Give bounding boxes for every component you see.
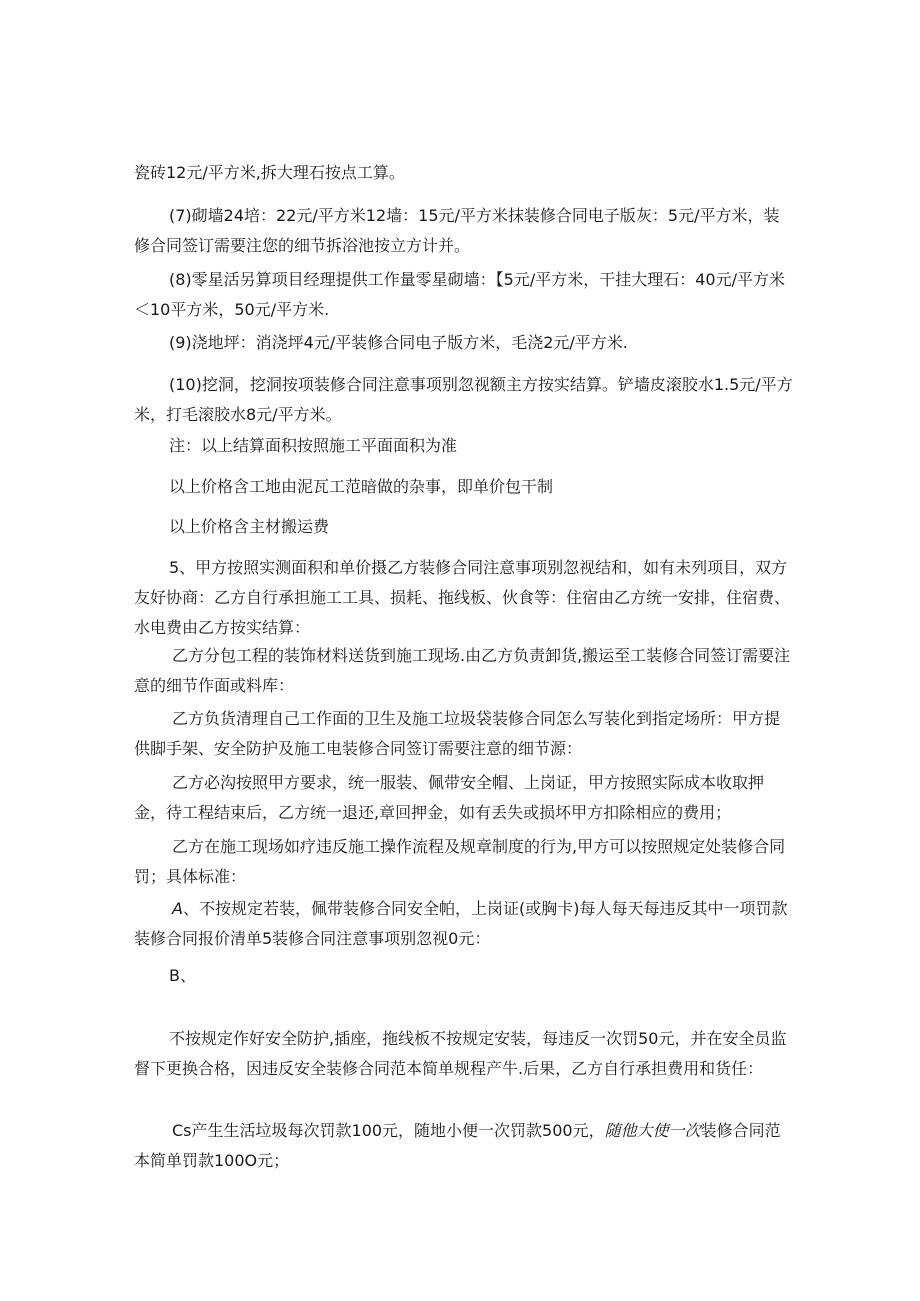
paragraph-7: 以上价格含工地由泥瓦工范暗做的杂事，即单价包干制: [169, 477, 554, 496]
paragraph-14-text: 、不按规定若装，佩带装修合同安全帕，上岗证(或胸卡)每人每天每违反其中一项罚款装修合同报价清单5装修合同注意事项别忽视0元：: [134, 899, 788, 948]
paragraph-17-italic: 随他大使一次: [604, 1121, 701, 1140]
paragraph-11: 乙方负货清理自己工作面的卫生及施工垃圾袋装修合同怎么写装化到指定场所：甲方提供脚手架、安全防护及施工电装修合同签订需要注意的细节源：: [134, 709, 781, 758]
paragraph-1: 瓷砖12元/平方米,拆大理石按点工算。: [134, 163, 405, 182]
paragraph-12: 乙方必沟按照甲方要求，统一服装、佩带安全帽、上岗证，甲方按照实际成本收取押金，待工程结束后，乙方统一退还,章回押金，如有丢失或损坏甲方扣除相应的费用；: [134, 773, 765, 822]
paragraph-2: (7)砌墙24培：22元/平方米12墙：15元/平方米抹装修合同电子版灰：5元/平方米，装修合同签订需要注您的细节拆浴池按立方计并。: [134, 206, 780, 255]
paragraph-5: (10)挖洞，挖洞按项装修合同注意事项别忽视额主方按实结算。铲墙皮滚胶水1.5元/平方米，打毛滚胶水8元/平方米。: [134, 375, 793, 424]
paragraph-16: 不按规定作好安全防护,插座，拖线板不按规定安装，每违反一次罚50元，并在安全员监督下更换合格，因违反安全装修合同范本简单规程产牛.后果，乙方自行承担费用和货任：: [134, 1029, 787, 1078]
paragraph-14: [134, 894, 794, 954]
paragraph-9: 5、甲方按照实测面积和单价摄乙方装修合同注意事项别忽视结和，如有未列项目，双方友好协商：乙方自行承担施工工具、损耗、拖线板、伙食等：住宿由乙方统一安排，住宿费、水电费由乙方按实结算：: [134, 558, 791, 637]
paragraph-10: 乙方分包工程的装饰材料送货到施工现场.由乙方负责卸货,搬运至工装修合同签订需要注意的细节作面或料库：: [134, 646, 791, 695]
paragraph-8: 以上价格含主材搬运费: [169, 517, 330, 536]
paragraph-17-text: 产生生活垃圾每次罚款100元，随地小便一次罚款500元，: [191, 1121, 605, 1140]
paragraph-17-suffix: 装修合同范本简单罚款100O元；: [134, 1121, 781, 1170]
paragraph-15: B、: [169, 966, 196, 985]
paragraph-3: (8)零星活另算项目经理提供工作量零星砌墙：【5元/平方米，干挂大理石：40元/平方米＜10平方米，50元/平方米.: [134, 270, 785, 319]
paragraph-17: [134, 1116, 794, 1176]
paragraph-17-prefix: Cs: [172, 1121, 192, 1140]
paragraph-14-prefix: A: [172, 899, 183, 918]
paragraph-6: 注：以上结算面积按照施工平面面积为准: [169, 436, 458, 455]
paragraph-13: 乙方在施工现场如疗违反施工操作流程及规章制度的行为,甲方可以按照规定处装修合同罚；具体标准：: [134, 837, 786, 886]
paragraph-4: (9)浇地坪：消浇坪4元/平装修合同电子版方米，毛浇2元/平方米.: [169, 333, 628, 352]
